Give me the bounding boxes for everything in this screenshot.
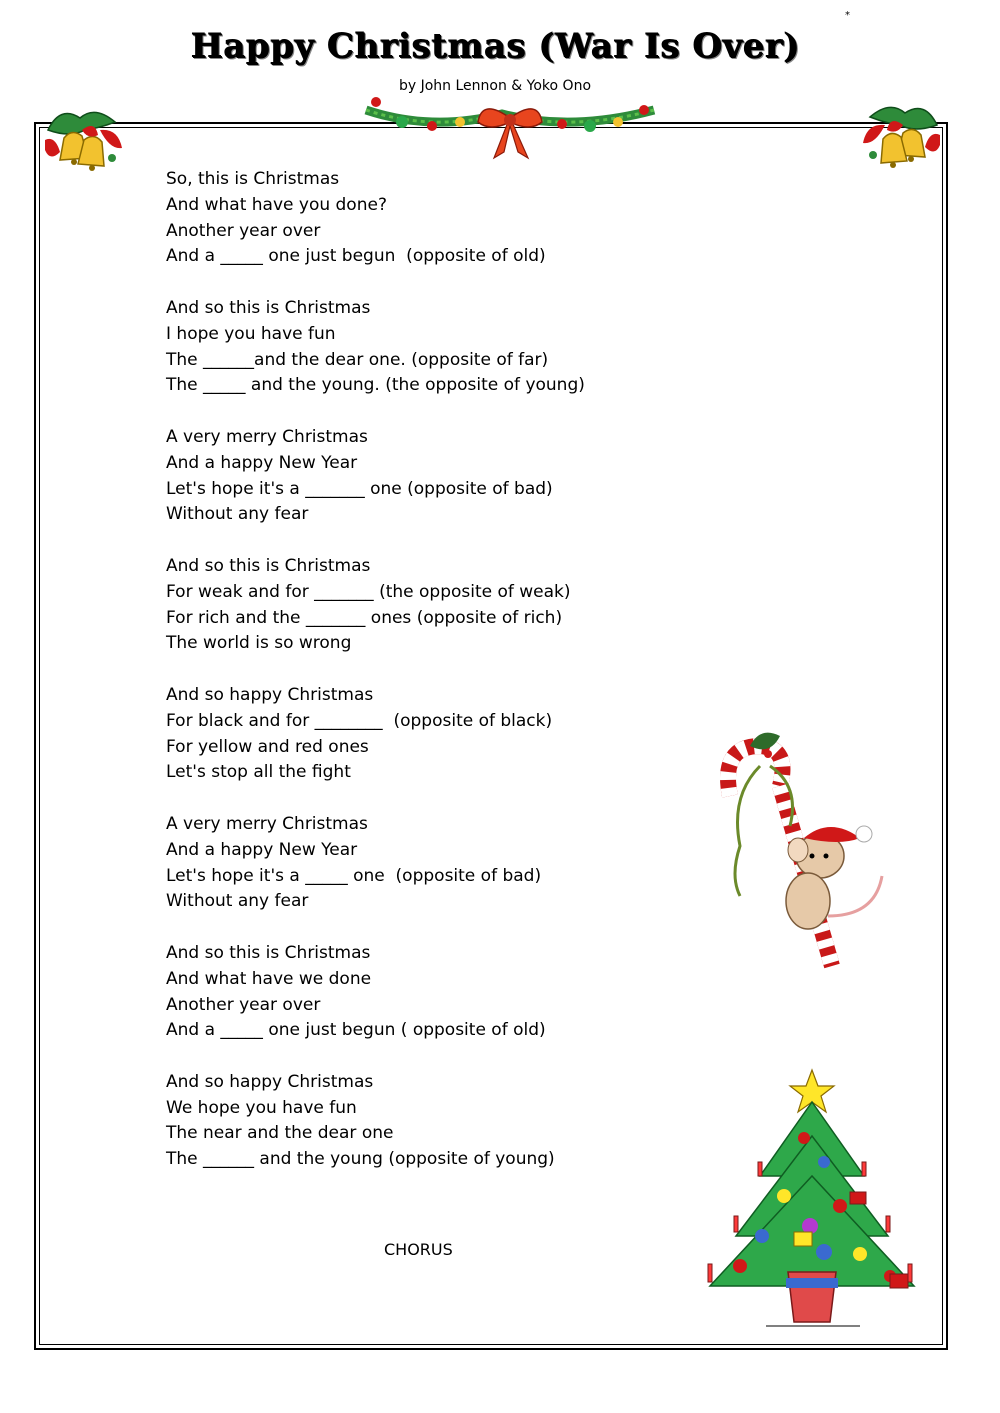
lyric-line-blank: For black and for ________ (opposite of black) xyxy=(166,710,553,731)
stanza xyxy=(166,1070,585,1173)
christmas-bells-icon xyxy=(40,100,130,178)
stanza xyxy=(166,167,585,270)
lyric-line: For yellow and red ones xyxy=(166,736,369,757)
lyric-line: Another year over xyxy=(166,220,321,241)
lyric-line: We hope you have fun xyxy=(166,1097,357,1118)
lyric-line: And so this is Christmas xyxy=(166,555,371,576)
lyric-line: Without any fear xyxy=(166,504,309,525)
lyric-line: The world is so wrong xyxy=(166,633,352,654)
chorus-label: CHORUS xyxy=(384,1240,453,1259)
lyric-line-blank: And a _____ one just begun ( opposite of old) xyxy=(166,1020,546,1041)
lyric-line: I hope you have fun xyxy=(166,323,336,344)
stanza xyxy=(166,296,585,399)
lyric-line: And so happy Christmas xyxy=(166,684,374,705)
lyric-line-blank: Let's hope it's a _____ one (opposite of bad) xyxy=(166,865,542,886)
lyric-line: Without any fear xyxy=(166,891,309,912)
lyric-line: The near and the dear one xyxy=(166,1123,394,1144)
lyric-line-blank: The _____ and the young. (the opposite of young) xyxy=(166,375,585,396)
lyric-line: Another year over xyxy=(166,994,321,1015)
lyric-line: So, this is Christmas xyxy=(166,169,340,189)
stanza xyxy=(166,425,585,528)
stanza xyxy=(166,683,585,786)
christmas-bells-icon xyxy=(855,95,945,177)
lyric-line-blank: And a _____ one just begun (opposite of old) xyxy=(166,246,546,267)
lyric-line-blank: For rich and the _______ ones (opposite of rich) xyxy=(166,607,563,628)
page-title: Happy Christmas (War Is Over) xyxy=(190,26,800,66)
stanza xyxy=(166,812,585,915)
lyric-line: And what have we done xyxy=(166,968,372,989)
lyric-line-blank: The ______and the dear one. (opposite of far) xyxy=(166,349,549,370)
lyric-line: And so happy Christmas xyxy=(166,1071,374,1092)
lyric-line: And a happy New Year xyxy=(166,839,358,860)
lyric-line-blank: The ______ and the young (opposite of young) xyxy=(166,1149,555,1170)
christmas-tree-icon xyxy=(700,1066,936,1332)
lyrics-body xyxy=(166,167,585,1199)
song-credits: by John Lennon & Yoko Ono xyxy=(398,78,592,94)
lyric-line: Let's stop all the fight xyxy=(166,762,351,783)
lyric-line-blank: Let's hope it's a _______ one (opposite of bad) xyxy=(166,478,553,499)
lyric-line: A very merry Christmas xyxy=(166,813,368,834)
garland-bow-icon xyxy=(362,92,658,162)
lyric-line: And so this is Christmas xyxy=(166,297,371,318)
stanza xyxy=(166,941,585,1044)
lyric-line: And so this is Christmas xyxy=(166,942,371,963)
lyric-line: And a happy New Year xyxy=(166,452,358,473)
lyric-line: And what have you done? xyxy=(166,194,387,215)
lyric-line: A very merry Christmas xyxy=(166,426,368,447)
stanza xyxy=(166,554,585,657)
lyric-line-blank: For weak and for _______ (the opposite of weak) xyxy=(166,581,571,602)
mouse-candy-cane-icon xyxy=(700,726,890,972)
corner-mark: * xyxy=(845,10,850,21)
